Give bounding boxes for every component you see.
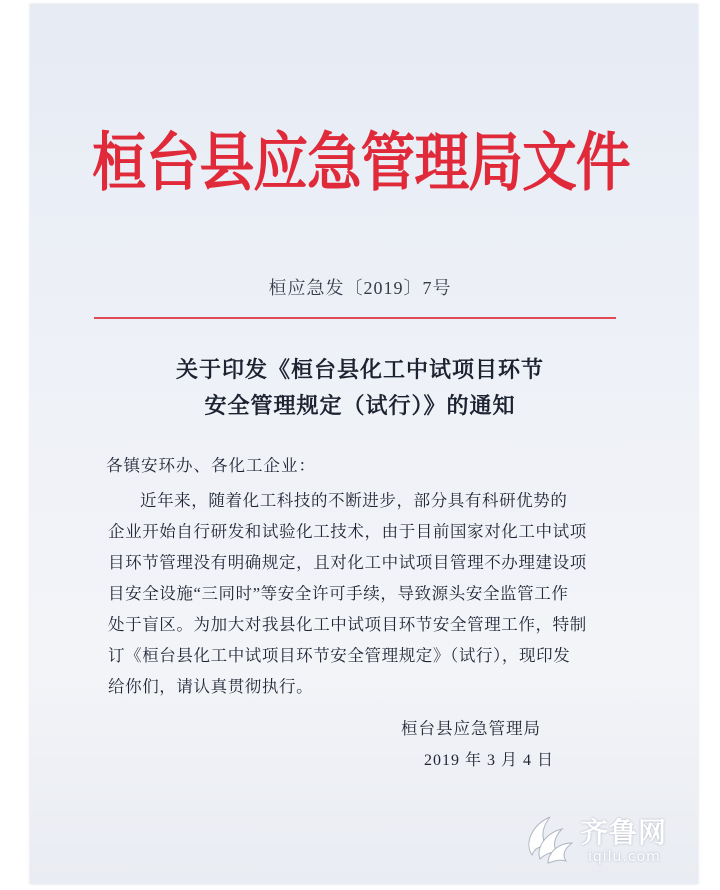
body-line: 目安全设施“三同时”等安全许可手续，导致源头安全监管工作 (108, 584, 569, 603)
flame-swoosh-logo-icon (518, 807, 580, 869)
watermark-url: iqilu.com (588, 849, 661, 865)
body-line: 给你们，请认真贯彻执行。 (108, 677, 314, 696)
signature-organization: 桓台县应急管理局 (401, 719, 541, 738)
body-line: 订《桓台县化工中试项目环节安全管理规定》（试行），现印发 (108, 646, 571, 665)
red-divider (94, 317, 616, 319)
body-line: 目环节管理没有明确规定，且对化工中试项目管理不办理建设项 (108, 553, 587, 572)
body-line: 近年来，随着化工科技的不断进步，部分具有科研优势的 (140, 491, 568, 510)
document-number: 桓应急发〔2019〕7号 (268, 278, 452, 298)
body-line: 企业开始自行研发和试验化工技术，由于目前国家对化工中试项 (108, 522, 587, 541)
document-title-line-1: 关于印发《桓台县化工中试项目环节 (175, 357, 544, 382)
watermark (518, 807, 698, 877)
document-header: 桓台县应急管理局文件 (92, 124, 630, 200)
document-title-line-2: 安全管理规定（试行）》的通知 (204, 393, 516, 418)
body-line: 处于盲区。为加大对我县化工中试项目环节安全管理工作，特制 (108, 615, 587, 634)
signature-date: 2019 年 3 月 4 日 (424, 752, 555, 769)
watermark-name: 齐鲁网 (580, 816, 668, 849)
salutation: 各镇安环办、各化工企业： (106, 456, 316, 475)
